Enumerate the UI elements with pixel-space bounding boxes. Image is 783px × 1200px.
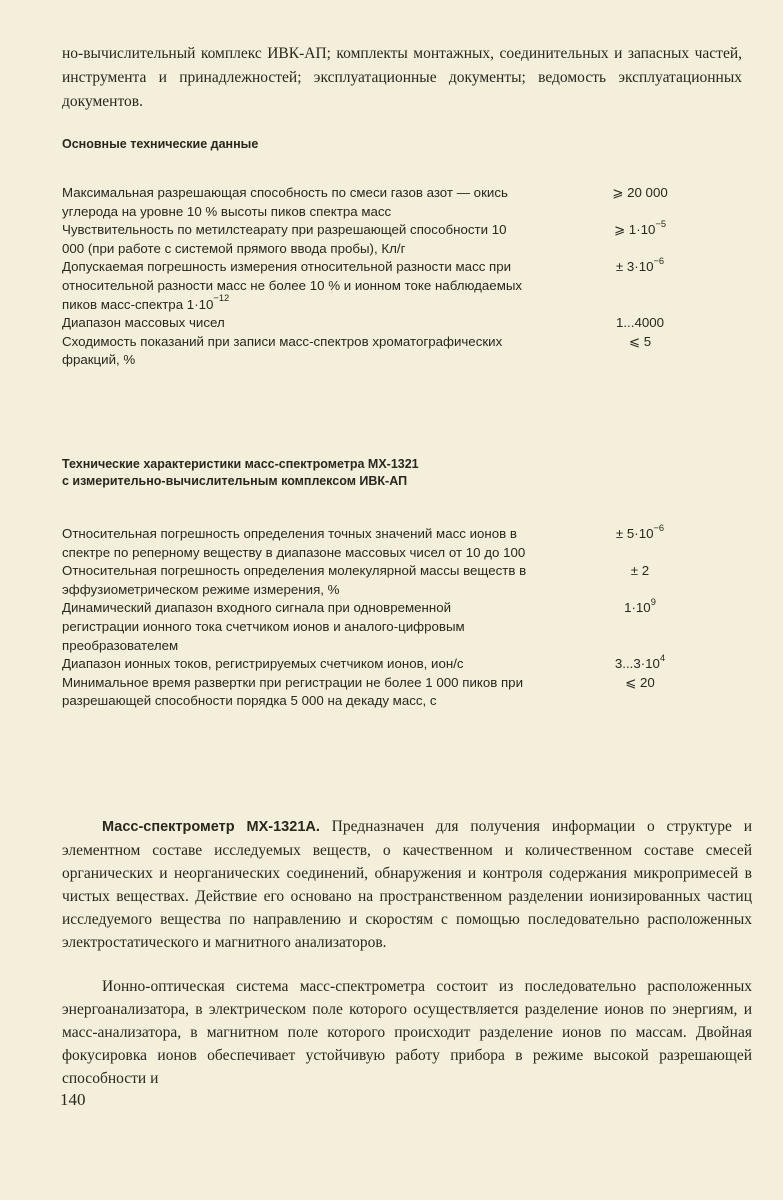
spec-row [62, 522, 742, 562]
paragraph-mx1321a [62, 815, 752, 954]
spec-value-exponent: 9 [650, 597, 656, 608]
section-heading-line: с измерительно-вычислительным комплексом ИВК-АП [62, 474, 408, 488]
spec-value: ⩾ 20 000 [612, 185, 668, 200]
spec-param: Диапазон массовых чисел [62, 315, 225, 331]
spec-row [62, 184, 742, 221]
spec-param: Чувствительность по метилстеарату при разрешающей способности 10 000 (при работе с системой прямого ввода пробы), Кл/г [62, 222, 507, 256]
spec-value [528, 599, 742, 655]
spec-param: Минимальное время развертки при регистрации не более 1 000 пиков при разрешающей способности порядка 5 000 на декаду масс, с [62, 674, 524, 709]
section-heading-main-specs: Основные технические данные [62, 137, 259, 151]
spec-value-exponent: −5 [655, 218, 667, 229]
spec-value [528, 522, 742, 562]
spec-value-base: 1·10 [624, 600, 651, 616]
spec-value-base: 3...3·10 [614, 656, 660, 672]
spec-row [62, 599, 742, 655]
spec-param: Сходимость показаний при записи масс-спектров хроматографических фракций, % [62, 333, 503, 368]
page-number: 140 [60, 1090, 86, 1109]
spec-param [62, 258, 528, 314]
spec-value: 1...4000 [615, 315, 665, 331]
spec-param-exponent: −12 [213, 293, 230, 304]
spec-value: ± 2 [630, 563, 650, 579]
spec-param-text: Допускаемая погрешность измерения относительной разности масс при относительной разности масс не более 10 % и ионном токе наблюдаемых пиков масс-спектра 1·10 [62, 259, 523, 312]
spec-row [62, 652, 742, 674]
spec-param: Динамический диапазон входного сигнала при одновременной регистрации ионного тока счетчиком ионов и аналого-цифровым преобразователем [62, 600, 465, 653]
spec-value-base: ± 3·10 [615, 259, 654, 275]
paragraph-lead-title: Масс-спектрометр МХ-1321А. [102, 819, 320, 835]
spec-param: Относительная погрешность определения молекулярной массы веществ в эффузиометрическом режиме измерения, % [62, 563, 527, 597]
spec-param: Относительная погрешность определения точных значений масс ионов в спектре по реперному веществу в диапазоне массовых чисел от 10 до 100 [62, 526, 526, 560]
spec-value [528, 258, 742, 314]
spec-value-base: ⩾ 1·10 [613, 222, 656, 238]
spec-value-exponent: −6 [653, 522, 665, 533]
paragraph-body: Предназначен для получения информации о структуре и элементном составе исследуемых веществ, о качественном и количественном составе смесей органических и неорганических соединений, обнаружения и контроля содержания микропримесей в чистых веществах. Действие его основано на пространственном разделении ионизированных частиц исследуемого вещества по направлению и скоростям с помощью последовательно расположенных электростатического и магнитного анализаторов. [62, 818, 753, 951]
spec-value: ⩽ 20 [625, 674, 655, 690]
intro-paragraph: но-вычислительный комплекс ИВК-АП; комплекты монтажных, соединительных и запасных частей, инструмента и принадлежностей; эксплуатационные документы; ведомость эксплуатационных документов. [62, 45, 742, 110]
spec-value [528, 218, 742, 258]
spec-value-exponent: −6 [653, 256, 665, 267]
spec-row [62, 562, 742, 599]
spec-value: ⩽ 5 [628, 333, 652, 349]
spec-row [62, 314, 742, 333]
spec-row [62, 218, 742, 258]
spec-row [62, 333, 742, 370]
section-heading-mx1321-specs [62, 456, 582, 490]
spec-value-base: ± 5·10 [615, 526, 654, 541]
paragraph-ion-optics: Ионно-оптическая система масс-спектрометра состоит из последовательно расположенных энергоанализатора, в электрическом поле которого осуществляется разделение ионов по энергиям, и масс-анализатора, в магнитном поле которого происходит разделение ионов по массам. Двойная фокусировка ионов обеспечивает устойчивую работу прибора в режиме высокой разрешающей способности и [62, 978, 752, 1087]
spec-row [62, 258, 742, 314]
spec-table-mx1321 [62, 522, 742, 711]
spec-param: Максимальная разрешающая способность по смеси газов азот — окись углерода на уровне 10 % высоты пиков спектра масс [62, 185, 508, 219]
spec-row [62, 674, 742, 711]
spec-table-main [62, 184, 742, 370]
spec-value-exponent: 4 [659, 652, 666, 663]
spec-value [528, 652, 742, 674]
spec-param: Диапазон ионных токов, регистрируемых счетчиком ионов, ион/с [62, 656, 464, 672]
section-heading-line: Технические характеристики масс-спектрометра МХ-1321 [62, 457, 419, 471]
